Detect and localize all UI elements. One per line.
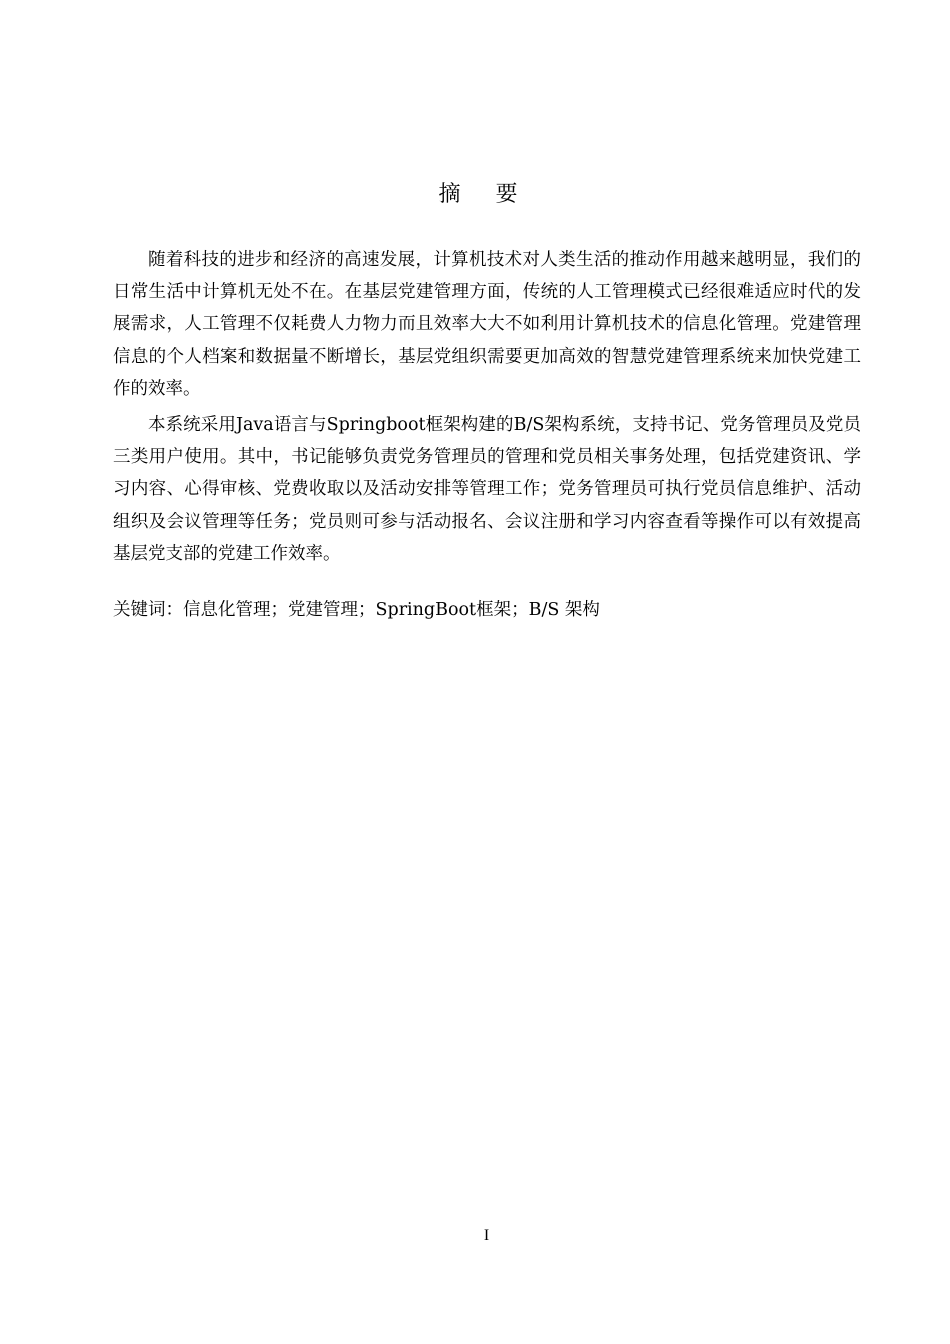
- abstract-paragraph-2: 本系统采用Java语言与Springboot框架构建的B/S架构系统，支持书记、党务管理员及党员三类用户使用。其中，书记能够负责党务管理员的管理和党员相关事务处理，包括党建资讯、学习内容、心得审核、党费收取以及活动安排等管理工作；党务管理员可执行党员信息维护、活动组织及会议管理等任务；党员则可参与活动报名、会议注册和学习内容查看等操作可以有效提高基层党支部的党建工作效率。: [113, 415, 861, 564]
- keywords-line: [113, 596, 861, 624]
- page-number: I: [483, 1227, 490, 1244]
- abstract-paragraph-1: 随着科技的进步和经济的高速发展，计算机技术对人类生活的推动作用越来越明显，我们的日常生活中计算机无处不在。在基层党建管理方面，传统的人工管理模式已经很难适应时代的发展需求，人工管理不仅耗费人力物力而且效率大大不如利用计算机技术的信息化管理。党建管理信息的个人档案和数据量不断增长，基层党组织需要更加高效的智慧党建管理系统来加快党建工作的效率。: [113, 250, 861, 399]
- abstract-title: 摘 要: [438, 182, 532, 207]
- keywords-label: 关键词：: [113, 600, 183, 620]
- abstract-body: [113, 244, 861, 574]
- keywords-value: 信息化管理；党建管理；SpringBoot框架；B/S 架构: [183, 600, 600, 620]
